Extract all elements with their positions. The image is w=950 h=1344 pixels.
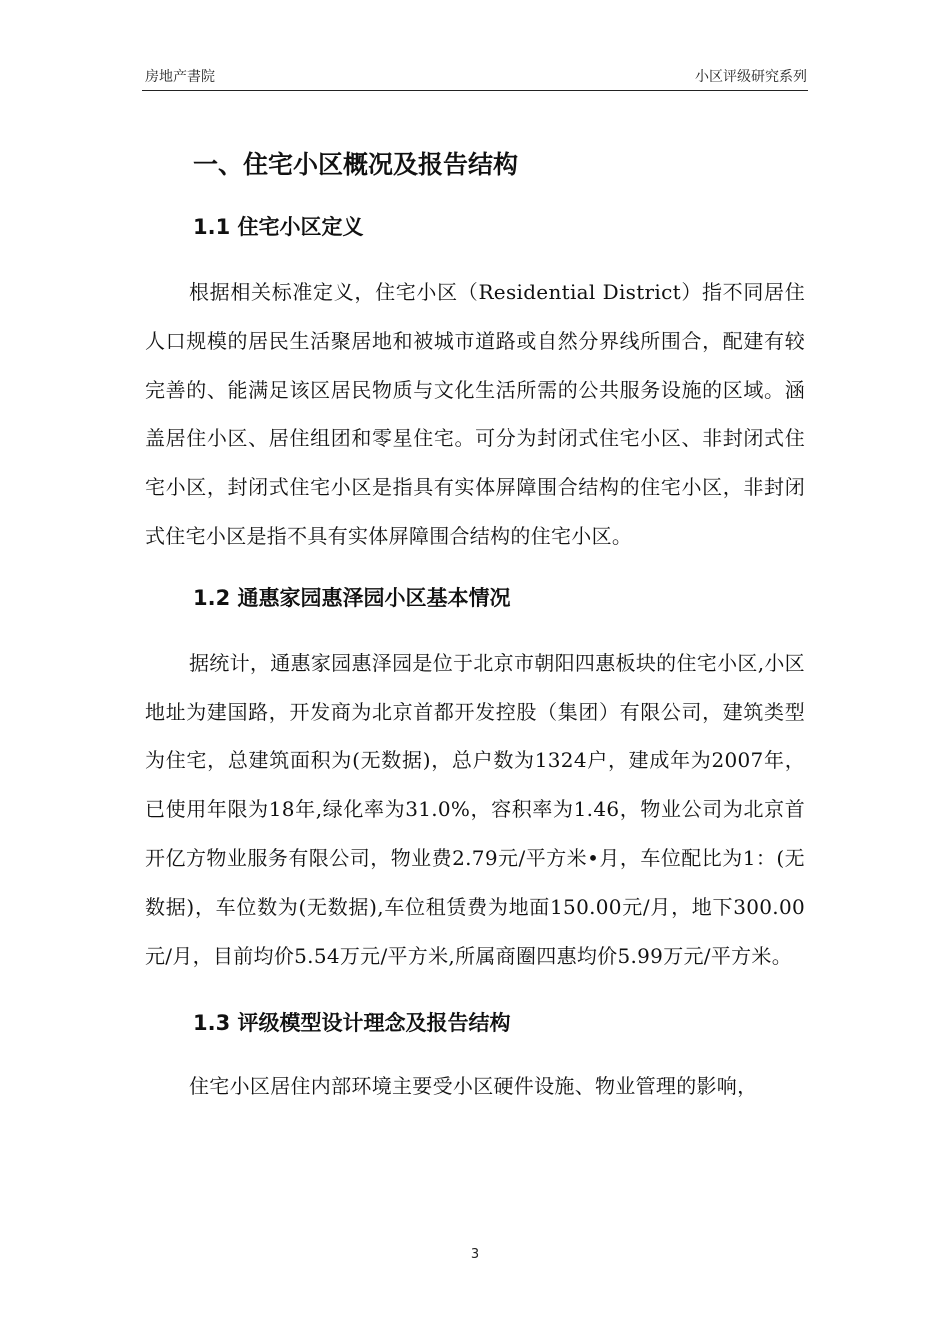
header-publisher: 房地产書院 xyxy=(145,69,215,85)
header-series-title: 小区评级研究系列 xyxy=(695,69,807,85)
section-paragraph-1-1: 根据相关标准定义，住宅小区（Residential District）指不同居住人口规模的居民生活聚居地和被城市道路或自然分界线所围合，配建有较完善的、能满足该区居民物质与文化生活所需的公共服务设施的区域。涵盖居住小区、居住组团和零星住宅。可分为封闭式住宅小区、非封闭式住宅小区，封闭式住宅小区是指具有实体屏障围合结构的住宅小区，非封闭式住宅小区是指不具有实体屏障围合结构的住宅小区。 xyxy=(145,280,805,548)
section-heading-1-1: 1.1 住宅小区定义 xyxy=(193,215,364,239)
section-heading-1-3: 1.3 评级模型设计理念及报告结构 xyxy=(193,1011,511,1036)
document-body xyxy=(145,140,805,1111)
section-paragraph-1-3: 住宅小区居住内部环境主要受小区硬件设施、物业管理的影响， xyxy=(189,1074,758,1099)
page-number: 3 xyxy=(470,1247,480,1262)
section-heading-1-2: 1.2 通惠家园惠泽园小区基本情况 xyxy=(193,585,511,610)
chapter-heading: 一、住宅小区概况及报告结构 xyxy=(193,150,519,179)
section-paragraph-1-2: 据统计，通惠家园惠泽园是位于北京市朝阳四惠板块的住宅小区,小区地址为建国路，开发商为北京首都开发控股（集团）有限公司，建筑类型为住宅，总建筑面积为(无数据)，总户数为1324户，建成年为2007年，已使用年限为18年,绿化率为31.0%，容积率为1.46，物业公司为北京首开亿方物业服务有限公司，物业费2.79元/平方米•月，车位配比为1：(无数据)，车位数为(无数据),车位租赁费为地面150.00元/月，地下300.00元/月，目前均价5.54万元/平方米,所属商圈四惠均价5.99万元/平方米。 xyxy=(145,650,805,968)
page-header xyxy=(145,66,807,88)
header-divider xyxy=(142,90,808,91)
